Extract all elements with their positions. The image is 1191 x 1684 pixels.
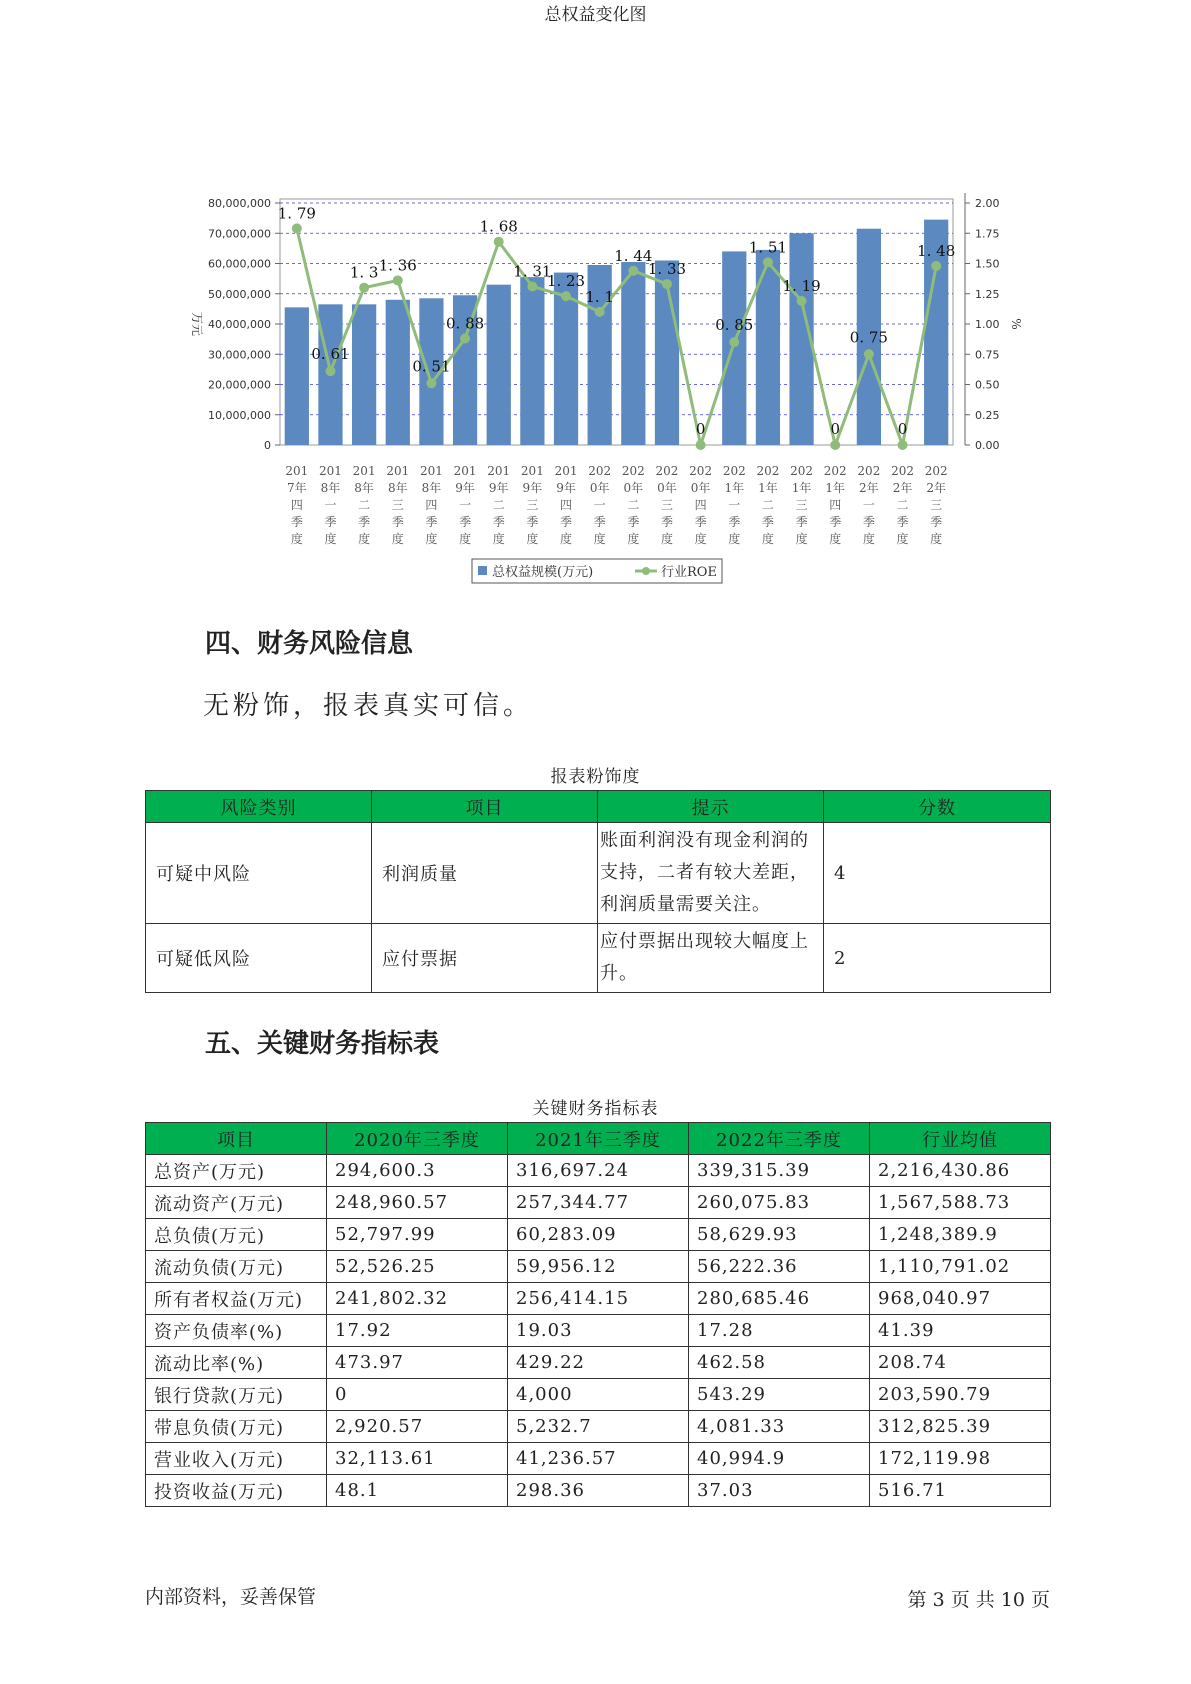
kpi-value: 60,283.09 bbox=[508, 1219, 689, 1251]
x-tick-label: 季 bbox=[761, 515, 774, 529]
x-tick-label: 202 bbox=[588, 464, 612, 478]
x-tick-label: 202 bbox=[756, 464, 780, 478]
roe-label: 1. 68 bbox=[479, 217, 518, 236]
roe-point bbox=[359, 283, 369, 293]
x-tick-label: 202 bbox=[689, 464, 713, 478]
kpi-value: 52,526.25 bbox=[327, 1251, 508, 1283]
x-tick-label: 四 bbox=[425, 498, 438, 512]
x-tick-label: 8年 bbox=[421, 481, 442, 495]
kpi-value: 52,797.99 bbox=[327, 1219, 508, 1251]
roe-point bbox=[763, 257, 773, 267]
bar bbox=[386, 300, 410, 445]
x-tick-label: 8年 bbox=[387, 481, 408, 495]
table-row bbox=[146, 823, 1051, 924]
kpi-value: 41,236.57 bbox=[508, 1443, 689, 1475]
x-tick-label: 202 bbox=[857, 464, 881, 478]
kpi-value: 257,344.77 bbox=[508, 1187, 689, 1219]
x-tick-label: 202 bbox=[621, 464, 645, 478]
kpi-value: 17.28 bbox=[689, 1315, 870, 1347]
risk-item: 利润质量 bbox=[372, 823, 598, 924]
kpi-value: 4,081.33 bbox=[689, 1411, 870, 1443]
kpi-value: 339,315.39 bbox=[689, 1155, 870, 1187]
x-tick-label: 一 bbox=[593, 498, 606, 512]
table-row bbox=[146, 1251, 1051, 1283]
x-tick-label: 2年 bbox=[926, 481, 946, 495]
roe-label: 1. 3 bbox=[349, 263, 379, 282]
roe-label: 0. 88 bbox=[445, 314, 485, 333]
x-tick-label: 201 bbox=[554, 464, 578, 478]
kpi-value: 462.58 bbox=[689, 1347, 870, 1379]
table-row bbox=[146, 1219, 1051, 1251]
roe-label: 0 bbox=[897, 420, 908, 438]
kpi-label: 银行贷款(万元) bbox=[146, 1379, 327, 1411]
roe-label: 1. 1 bbox=[585, 287, 614, 306]
x-tick-label: 二 bbox=[896, 498, 909, 512]
x-tick-label: 201 bbox=[419, 464, 443, 478]
x-tick-label: 9年 bbox=[522, 481, 543, 495]
kpi-value: 40,994.9 bbox=[689, 1443, 870, 1475]
kpi-value: 17.92 bbox=[327, 1315, 508, 1347]
x-tick-label: 202 bbox=[924, 464, 948, 478]
risk-category: 可疑中风险 bbox=[146, 823, 372, 924]
right-tick-label: 0.50 bbox=[975, 378, 1000, 392]
x-tick-label: 季 bbox=[560, 515, 573, 529]
kpi-label: 投资收益(万元) bbox=[146, 1475, 327, 1507]
kpi-value: 1,110,791.02 bbox=[870, 1251, 1051, 1283]
right-tick-label: 1.25 bbox=[975, 287, 1000, 301]
risk-table-header bbox=[146, 791, 1051, 823]
kpi-value: 4,000 bbox=[508, 1379, 689, 1411]
roe-point bbox=[325, 366, 335, 376]
kpi-label: 营业收入(万元) bbox=[146, 1443, 327, 1475]
risk-tip: 账面利润没有现金利润的支持，二者有较大差距，利润质量需要关注。 bbox=[598, 823, 824, 924]
x-tick-label: 8年 bbox=[354, 481, 374, 495]
header-cell: 分数 bbox=[824, 791, 1051, 823]
header-cell: 项目 bbox=[146, 1123, 327, 1155]
x-tick-label: 201 bbox=[487, 464, 511, 478]
x-tick-label: 季 bbox=[694, 515, 707, 529]
legend-bar-label: 总权益规模(万元) bbox=[492, 565, 594, 580]
kpi-table-header bbox=[146, 1123, 1051, 1155]
x-tick-label: 9年 bbox=[556, 481, 576, 495]
table-row bbox=[146, 1347, 1051, 1379]
roe-label: 1. 23 bbox=[546, 272, 586, 291]
left-tick-label: 10,000,000 bbox=[208, 408, 271, 422]
y-right-label: % bbox=[1009, 318, 1023, 330]
x-tick-label: 三 bbox=[391, 498, 404, 512]
bar bbox=[487, 285, 511, 445]
kpi-label: 流动比率(%) bbox=[146, 1347, 327, 1379]
x-tick-label: 度 bbox=[560, 532, 573, 546]
kpi-value: 516.71 bbox=[870, 1475, 1051, 1507]
roe-point bbox=[729, 337, 739, 347]
x-tick-label: 度 bbox=[627, 532, 640, 546]
x-tick-label: 1年 bbox=[724, 481, 745, 495]
bar bbox=[621, 262, 645, 445]
legend-bar-swatch bbox=[478, 566, 487, 575]
roe-label: 0. 85 bbox=[715, 316, 754, 335]
table-row bbox=[146, 924, 1051, 993]
legend-line-marker bbox=[642, 567, 650, 575]
equity-chart bbox=[0, 0, 1191, 600]
page-number: 第 3 页 共 10 页 bbox=[907, 1589, 1050, 1611]
roe-point bbox=[393, 275, 403, 285]
bar bbox=[520, 277, 544, 445]
x-tick-label: 202 bbox=[790, 464, 814, 478]
x-tick-label: 三 bbox=[526, 498, 539, 512]
x-tick-label: 四 bbox=[829, 498, 842, 512]
x-tick-label: 201 bbox=[453, 464, 477, 478]
roe-label: 1. 51 bbox=[748, 238, 788, 257]
x-tick-label: 度 bbox=[492, 532, 505, 546]
x-tick-label: 9年 bbox=[488, 481, 509, 495]
header-cell: 项目 bbox=[372, 791, 598, 823]
roe-point bbox=[595, 307, 605, 317]
roe-point bbox=[864, 349, 874, 359]
roe-point bbox=[292, 223, 302, 233]
kpi-label: 流动负债(万元) bbox=[146, 1251, 327, 1283]
x-tick-label: 201 bbox=[285, 464, 309, 478]
right-tick-label: 0.75 bbox=[975, 348, 1000, 362]
kpi-value: 41.39 bbox=[870, 1315, 1051, 1347]
roe-point bbox=[628, 266, 638, 276]
roe-label: 0. 61 bbox=[311, 345, 350, 364]
x-tick-label: 度 bbox=[290, 532, 303, 546]
kpi-label: 资产负债率(%) bbox=[146, 1315, 327, 1347]
kpi-value: 543.29 bbox=[689, 1379, 870, 1411]
bar bbox=[285, 307, 309, 445]
x-tick-label: 0年 bbox=[657, 481, 677, 495]
header-cell: 提示 bbox=[598, 791, 824, 823]
x-tick-label: 季 bbox=[627, 515, 640, 529]
kpi-label: 总资产(万元) bbox=[146, 1155, 327, 1187]
roe-label: 1. 36 bbox=[378, 256, 417, 275]
kpi-value: 58,629.93 bbox=[689, 1219, 870, 1251]
x-tick-label: 季 bbox=[930, 515, 943, 529]
x-tick-label: 二 bbox=[358, 498, 371, 512]
roe-point bbox=[460, 334, 470, 344]
kpi-value: 294,600.3 bbox=[327, 1155, 508, 1187]
right-tick-label: 1.00 bbox=[975, 318, 1000, 331]
kpi-label: 总负债(万元) bbox=[146, 1219, 327, 1251]
right-tick-label: 0.00 bbox=[975, 439, 1000, 452]
risk-category: 可疑低风险 bbox=[146, 924, 372, 993]
x-tick-label: 0年 bbox=[589, 481, 610, 495]
x-tick-label: 四 bbox=[560, 498, 573, 512]
roe-label: 1. 33 bbox=[647, 260, 687, 279]
risk-table-caption: 报表粉饰度 bbox=[550, 767, 641, 787]
roe-label: 0 bbox=[695, 420, 706, 438]
x-tick-label: 一 bbox=[862, 498, 875, 512]
x-tick-label: 202 bbox=[722, 464, 746, 478]
header-cell: 行业均值 bbox=[870, 1123, 1051, 1155]
x-tick-label: 度 bbox=[526, 532, 539, 546]
x-tick-label: 度 bbox=[425, 532, 438, 546]
kpi-value: 248,960.57 bbox=[327, 1187, 508, 1219]
x-tick-label: 度 bbox=[660, 532, 673, 546]
x-tick-label: 度 bbox=[459, 532, 472, 546]
kpi-value: 968,040.97 bbox=[870, 1283, 1051, 1315]
x-tick-label: 度 bbox=[896, 532, 909, 546]
x-tick-label: 季 bbox=[492, 515, 505, 529]
kpi-table-caption: 关键财务指标表 bbox=[532, 1099, 659, 1119]
x-tick-label: 四 bbox=[694, 498, 707, 512]
chart-title: 总权益变化图 bbox=[544, 5, 647, 25]
kpi-value: 19.03 bbox=[508, 1315, 689, 1347]
x-tick-label: 9年 bbox=[455, 481, 475, 495]
x-tick-label: 7年 bbox=[287, 481, 307, 495]
x-tick-label: 8年 bbox=[320, 481, 341, 495]
kpi-table bbox=[145, 1122, 1051, 1507]
x-tick-label: 二 bbox=[627, 498, 640, 512]
left-tick-label: 30,000,000 bbox=[208, 348, 271, 362]
kpi-label: 所有者权益(万元) bbox=[146, 1283, 327, 1315]
kpi-value: 56,222.36 bbox=[689, 1251, 870, 1283]
roe-point bbox=[696, 440, 706, 450]
x-tick-label: 季 bbox=[425, 515, 438, 529]
x-tick-label: 三 bbox=[930, 498, 943, 512]
y-left-label: 万元 bbox=[190, 311, 204, 337]
x-tick-label: 季 bbox=[795, 515, 808, 529]
roe-point bbox=[426, 378, 436, 388]
left-tick-label: 50,000,000 bbox=[208, 287, 271, 301]
roe-point bbox=[527, 281, 537, 291]
risk-score: 2 bbox=[824, 924, 1051, 993]
roe-label: 1. 79 bbox=[277, 204, 316, 223]
x-tick-label: 季 bbox=[593, 515, 606, 529]
kpi-value: 1,567,588.73 bbox=[870, 1187, 1051, 1219]
left-tick-label: 40,000,000 bbox=[208, 318, 271, 331]
footer-note: 内部资料，妥善保管 bbox=[145, 1586, 317, 1608]
x-tick-label: 202 bbox=[891, 464, 914, 478]
x-tick-label: 三 bbox=[660, 498, 673, 512]
x-tick-label: 201 bbox=[319, 464, 342, 478]
x-tick-label: 1年 bbox=[791, 481, 812, 495]
table-row bbox=[146, 1187, 1051, 1219]
x-tick-label: 二 bbox=[761, 498, 774, 512]
x-tick-label: 季 bbox=[290, 515, 303, 529]
roe-point bbox=[830, 440, 840, 450]
roe-label: 0. 75 bbox=[849, 328, 888, 347]
x-tick-label: 201 bbox=[386, 464, 410, 478]
bar bbox=[722, 251, 746, 445]
plot-frame bbox=[277, 199, 956, 445]
roe-point bbox=[931, 261, 941, 271]
x-tick-label: 0年 bbox=[623, 481, 644, 495]
table-row bbox=[146, 1443, 1051, 1475]
kpi-value: 172,119.98 bbox=[870, 1443, 1051, 1475]
right-tick-label: 1.75 bbox=[975, 227, 1000, 241]
x-tick-label: 季 bbox=[660, 515, 673, 529]
x-tick-label: 三 bbox=[795, 498, 808, 512]
kpi-value: 429.22 bbox=[508, 1347, 689, 1379]
x-tick-label: 1年 bbox=[758, 481, 778, 495]
x-tick-label: 一 bbox=[324, 498, 337, 512]
kpi-value: 37.03 bbox=[689, 1475, 870, 1507]
x-tick-label: 度 bbox=[728, 532, 741, 546]
kpi-value: 473.97 bbox=[327, 1347, 508, 1379]
x-tick-label: 度 bbox=[324, 532, 337, 546]
x-tick-label: 度 bbox=[391, 532, 404, 546]
kpi-value: 0 bbox=[327, 1379, 508, 1411]
table-row bbox=[146, 1475, 1051, 1507]
kpi-value: 241,802.32 bbox=[327, 1283, 508, 1315]
kpi-value: 2,920.57 bbox=[327, 1411, 508, 1443]
x-tick-label: 季 bbox=[829, 515, 842, 529]
x-tick-label: 一 bbox=[459, 498, 472, 512]
table-row bbox=[146, 1379, 1051, 1411]
x-tick-label: 度 bbox=[761, 532, 774, 546]
header-cell: 2020年三季度 bbox=[327, 1123, 508, 1155]
roe-label: 1. 19 bbox=[782, 277, 821, 296]
roe-label: 1. 48 bbox=[917, 241, 956, 260]
roe-label: 0. 51 bbox=[412, 357, 451, 376]
roe-label: 1. 31 bbox=[513, 262, 552, 281]
kpi-value: 59,956.12 bbox=[508, 1251, 689, 1283]
right-tick-label: 1.50 bbox=[975, 257, 1000, 271]
x-tick-label: 季 bbox=[358, 515, 371, 529]
risk-tip: 应付票据出现较大幅度上升。 bbox=[598, 924, 824, 993]
roe-point bbox=[561, 291, 571, 301]
risk-table bbox=[145, 790, 1051, 993]
kpi-value: 316,697.24 bbox=[508, 1155, 689, 1187]
left-tick-label: 0 bbox=[264, 439, 271, 452]
legend-line-label: 行业ROE bbox=[661, 565, 717, 580]
x-tick-label: 季 bbox=[526, 515, 539, 529]
roe-point bbox=[898, 440, 908, 450]
x-tick-label: 度 bbox=[829, 532, 842, 546]
x-tick-label: 一 bbox=[728, 498, 741, 512]
kpi-value: 32,113.61 bbox=[327, 1443, 508, 1475]
kpi-value: 5,232.7 bbox=[508, 1411, 689, 1443]
roe-point bbox=[662, 279, 672, 289]
roe-label: 1. 44 bbox=[614, 246, 653, 265]
left-tick-label: 70,000,000 bbox=[208, 227, 271, 241]
kpi-value: 298.36 bbox=[508, 1475, 689, 1507]
kpi-value: 2,216,430.86 bbox=[870, 1155, 1051, 1187]
kpi-value: 1,248,389.9 bbox=[870, 1219, 1051, 1251]
x-tick-label: 度 bbox=[930, 532, 943, 546]
kpi-label: 流动资产(万元) bbox=[146, 1187, 327, 1219]
x-tick-label: 度 bbox=[795, 532, 808, 546]
x-tick-label: 季 bbox=[459, 515, 472, 529]
x-tick-label: 季 bbox=[324, 515, 337, 529]
left-tick-label: 80,000,000 bbox=[208, 197, 271, 210]
x-tick-label: 2年 bbox=[892, 481, 913, 495]
roe-point bbox=[797, 296, 807, 306]
right-tick-label: 0.25 bbox=[975, 408, 1000, 422]
kpi-value: 312,825.39 bbox=[870, 1411, 1051, 1443]
kpi-value: 203,590.79 bbox=[870, 1379, 1051, 1411]
x-tick-label: 201 bbox=[352, 464, 376, 478]
x-tick-label: 季 bbox=[728, 515, 741, 529]
section5-heading: 五、关键财务指标表 bbox=[205, 1029, 440, 1059]
left-tick-label: 20,000,000 bbox=[208, 378, 271, 392]
x-tick-label: 度 bbox=[593, 532, 606, 546]
x-tick-label: 季 bbox=[862, 515, 875, 529]
table-row bbox=[146, 1155, 1051, 1187]
kpi-label: 带息负债(万元) bbox=[146, 1411, 327, 1443]
x-tick-label: 二 bbox=[492, 498, 505, 512]
left-tick-label: 60,000,000 bbox=[208, 257, 271, 271]
x-tick-label: 2年 bbox=[859, 481, 879, 495]
table-row bbox=[146, 1283, 1051, 1315]
roe-point bbox=[494, 237, 504, 247]
x-tick-label: 1年 bbox=[825, 481, 846, 495]
roe-label: 0 bbox=[830, 420, 840, 438]
x-tick-label: 0年 bbox=[690, 481, 711, 495]
kpi-value: 260,075.83 bbox=[689, 1187, 870, 1219]
risk-item: 应付票据 bbox=[372, 924, 598, 993]
bar bbox=[352, 304, 376, 445]
table-row bbox=[146, 1315, 1051, 1347]
x-tick-label: 度 bbox=[694, 532, 707, 546]
header-cell: 2022年三季度 bbox=[689, 1123, 870, 1155]
risk-score: 4 bbox=[824, 823, 1051, 924]
x-tick-label: 201 bbox=[520, 464, 544, 478]
x-tick-label: 季 bbox=[391, 515, 404, 529]
right-tick-label: 2.00 bbox=[975, 197, 1000, 210]
x-tick-label: 202 bbox=[655, 464, 679, 478]
x-tick-label: 202 bbox=[823, 464, 847, 478]
x-tick-label: 度 bbox=[358, 532, 371, 546]
x-tick-label: 季 bbox=[896, 515, 909, 529]
kpi-value: 280,685.46 bbox=[689, 1283, 870, 1315]
x-tick-label: 度 bbox=[862, 532, 875, 546]
x-tick-label: 四 bbox=[290, 498, 303, 512]
section4-text: 无粉饰，报表真实可信。 bbox=[203, 691, 534, 721]
kpi-value: 208.74 bbox=[870, 1347, 1051, 1379]
kpi-value: 48.1 bbox=[327, 1475, 508, 1507]
table-row bbox=[146, 1411, 1051, 1443]
kpi-value: 256,414.15 bbox=[508, 1283, 689, 1315]
header-cell: 2021年三季度 bbox=[508, 1123, 689, 1155]
header-cell: 风险类别 bbox=[146, 791, 372, 823]
section4-heading: 四、财务风险信息 bbox=[205, 629, 414, 659]
